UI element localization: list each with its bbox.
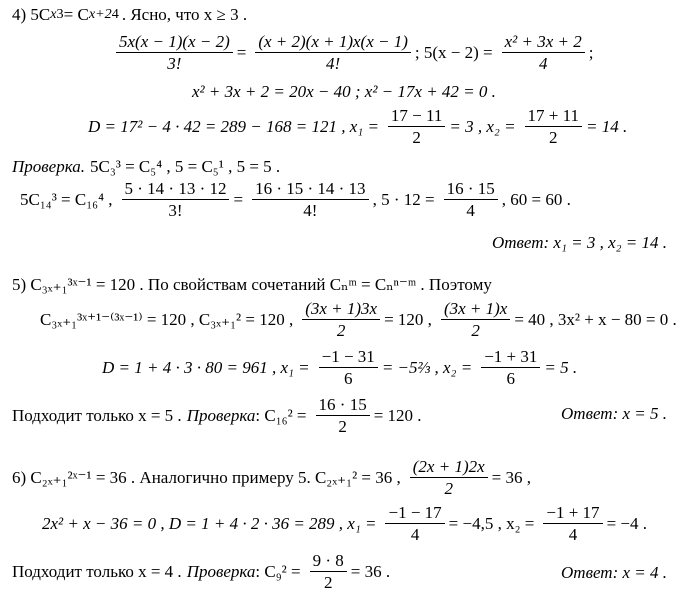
p6-line2: 2x² + x − 36 = 0 , D = 1 + 4 · 2 · 36 = 289 , x₁ = $\frac{-1 - 17}{4}$ = −4,5 , x₂ = $\frac{-1 + 17}{4}$ = −4 . bbox=[42, 503, 647, 544]
p5-line2-frac1: $\frac{(3x + 1)3x}{2}$ bbox=[302, 300, 380, 339]
p5-line3-frac2: $\frac{-1 + 31}{6}$ bbox=[481, 348, 540, 387]
check-label: Проверка bbox=[186, 562, 256, 581]
p4-line2-frac2: $\frac{(x + 2)(x + 1)x(x - 1)}{4!}$ bbox=[255, 33, 411, 72]
p4-line6-frac2: $\frac{16 \cdot 15 \cdot 14 \cdot 13}{4!}$ bbox=[252, 180, 368, 219]
p6-line1-frac: $\frac{(2x + 1)2x}{2}$ bbox=[410, 458, 488, 497]
p5-line2-frac2: $\frac{(3x + 1)x}{2}$ bbox=[441, 300, 510, 339]
check-label: Проверка bbox=[186, 406, 256, 425]
p5-line4-frac: $\frac{16 \cdot 15}{2}$ bbox=[316, 396, 370, 435]
p5-line4: Подходит только x = 5 . Проверка : C₁₆² = $\frac{16 \cdot 15}{2}$ = 120 . bbox=[12, 395, 422, 436]
p5-line3: D = 1 + 4 · 3 · 80 = 961 , x₁ = $\frac{-1 - 31}{6}$ = −5⅔ , x₂ = $\frac{-1 + 31}{6}$ = 5 . bbox=[102, 347, 578, 388]
p5-line1: 5) C₃ₓ₊₁³ˣ⁻¹ = 120 . По свойствам сочетаний Cₙᵐ = Cₙⁿ⁻ᵐ . Поэтому bbox=[12, 275, 492, 294]
p4-line4-frac2: $\frac{17 + 11}{2}$ bbox=[525, 107, 582, 146]
p5-line3-frac1: $\frac{-1 - 31}{6}$ bbox=[319, 348, 378, 387]
p4-answer: Ответ: x₁ = 3 , x₂ = 14 . bbox=[491, 233, 667, 252]
p4-line6: 5C₁₄³ = C₁₆⁴ , $\frac{5 \cdot 14 \cdot 13 \cdot 12}{3!}$ = $\frac{16 \cdot 15 \cdot 14 \cdot 13}{4!}$ , 5 · 12 = $\frac{16 \cdot 15}{4}$ , 60 = 60 . bbox=[20, 179, 571, 220]
p4-line2-frac1: $\frac{5x(x - 1)(x - 2)}{3!}$ bbox=[116, 33, 233, 72]
check-label: Проверка. bbox=[12, 157, 85, 176]
p4-line5: Проверка. 5C₃³ = C₅⁴ , 5 = C₅¹ , 5 = 5 . bbox=[12, 157, 281, 176]
p6-line3: Подходит только x = 4 . Проверка : C₉² = $\frac{9 \cdot 8}{2}$ = 36 . bbox=[12, 551, 391, 592]
p6-answer: Ответ: x = 4 . bbox=[561, 563, 667, 582]
p4-line3: x² + 3x + 2 = 20x − 40 ; x² − 17x + 42 = 0 . bbox=[192, 82, 496, 101]
p4-line6-frac3: $\frac{16 \cdot 15}{4}$ bbox=[444, 180, 498, 219]
p4-line2: $\frac{5x(x - 1)(x - 2)}{3!}$ = $\frac{(x + 2)(x + 1)x(x - 1)}{4!}$ ; 5(x − 2) = $\frac{\text{x² + 3x + 2}}{4}$ ; bbox=[112, 33, 594, 72]
p6-line2-frac1: $\frac{-1 - 17}{4}$ bbox=[385, 504, 444, 543]
p4-line1: 4) 5C x 3 = C x+2 4 . Ясно, что x ≥ 3 . bbox=[12, 5, 248, 24]
p4-line4: D = 17² − 4 · 42 = 289 − 168 = 121 , x₁ = $\frac{17 - 11}{2}$ = 3 , x₂ = $\frac{17 + 11}{2}$ = 14 . bbox=[88, 106, 628, 147]
p6-line2-frac2: $\frac{-1 + 17}{4}$ bbox=[543, 504, 602, 543]
p4-line2-frac3: $\frac{\text{x² + 3x + 2}}{4}$ bbox=[502, 33, 585, 72]
p5-line2: C₃ₓ₊₁³ˣ⁺¹⁻⁽³ˣ⁻¹⁾ = 120 , C₃ₓ₊₁² = 120 , $\frac{(3x + 1)3x}{2}$ = 120 , $\frac{(3x + 1)x}{2}$ = 40 , 3x² + x − 80 = 0 . bbox=[40, 299, 677, 340]
p4-line4-frac1: $\frac{17 - 11}{2}$ bbox=[388, 107, 445, 146]
p5-answer: Ответ: x = 5 . bbox=[561, 404, 667, 423]
p6-line3-frac: $\frac{9 \cdot 8}{2}$ bbox=[310, 552, 347, 591]
p4-line6-frac1: $\frac{5 \cdot 14 \cdot 13 \cdot 12}{3!}$ bbox=[122, 180, 230, 219]
p6-line1: 6) C₂ₓ₊₁²ˣ⁻¹ = 36 . Аналогично примеру 5. C₂ₓ₊₁² = 36 , $\frac{(2x + 1)2x}{2}$ = 36 , bbox=[12, 457, 531, 498]
